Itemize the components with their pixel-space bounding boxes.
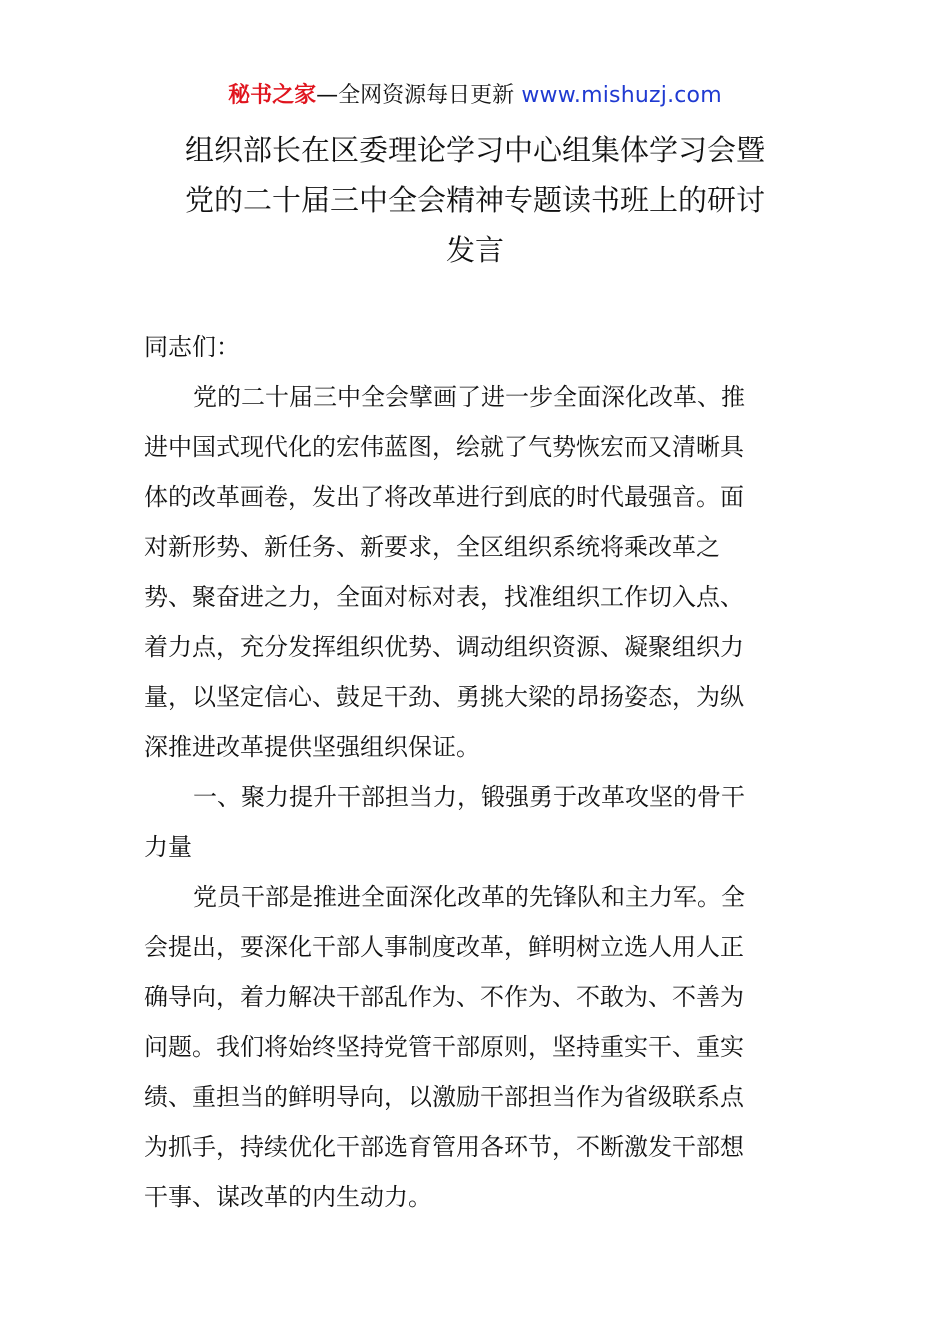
paragraph-line: 着力点，充分发挥组织优势、调动组织资源、凝聚组织力 — [144, 633, 744, 661]
paragraph-line: 势、聚奋进之力，全面对标对表，找准组织工作切入点、 — [144, 583, 744, 611]
brand-name: 秘书之家 — [228, 83, 317, 108]
document-body — [144, 322, 809, 1222]
paragraph-line: 问题。我们将始终坚持党管干部原则，坚持重实干、重实 — [144, 1033, 744, 1061]
section-heading-line: 一、聚力提升干部担当力，锻强勇于改革攻坚的骨干 — [193, 783, 745, 811]
paragraph-line: 对新形势、新任务、新要求，全区组织系统将乘改革之 — [144, 533, 720, 561]
paragraph-line: 为抓手，持续优化干部选育管用各环节，不断激发干部想 — [144, 1133, 744, 1161]
paragraph-line: 绩、重担当的鲜明导向，以激励干部担当作为省级联系点 — [144, 1083, 744, 1111]
page-header — [0, 78, 950, 114]
title-line: 组织部长在区委理论学习中心组集体学习会暨 — [184, 133, 765, 167]
paragraph-line: 进中国式现代化的宏伟蓝图，绘就了气势恢宏而又清晰具 — [144, 433, 744, 461]
paragraph-line: 确导向，着力解决干部乱作为、不作为、不敢为、不善为 — [144, 983, 744, 1011]
paragraph-line: 体的改革画卷，发出了将改革进行到底的时代最强音。面 — [144, 483, 744, 511]
title-line: 发言 — [445, 233, 504, 267]
paragraph-line: 深推进改革提供坚强组织保证。 — [144, 733, 480, 761]
website-link[interactable]: www.mishuzj.com — [514, 83, 722, 108]
paragraph-line: 党员干部是推进全面深化改革的先锋队和主力军。全 — [193, 883, 745, 911]
document-title — [130, 125, 820, 275]
paragraph-line: 量，以坚定信心、鼓足干劲、勇挑大梁的昂扬姿态，为纵 — [144, 683, 744, 711]
paragraph-line: 党的二十届三中全会擘画了进一步全面深化改革、推 — [193, 383, 745, 411]
title-line: 党的二十届三中全会精神专题读书班上的研讨 — [184, 183, 765, 217]
section-heading-line: 力量 — [144, 833, 192, 861]
salutation: 同志们： — [144, 333, 240, 361]
paragraph-line: 会提出，要深化干部人事制度改革，鲜明树立选人用人正 — [144, 933, 744, 961]
header-slogan: —全网资源每日更新 — [316, 83, 515, 108]
paragraph-line: 干事、谋改革的内生动力。 — [144, 1183, 432, 1211]
